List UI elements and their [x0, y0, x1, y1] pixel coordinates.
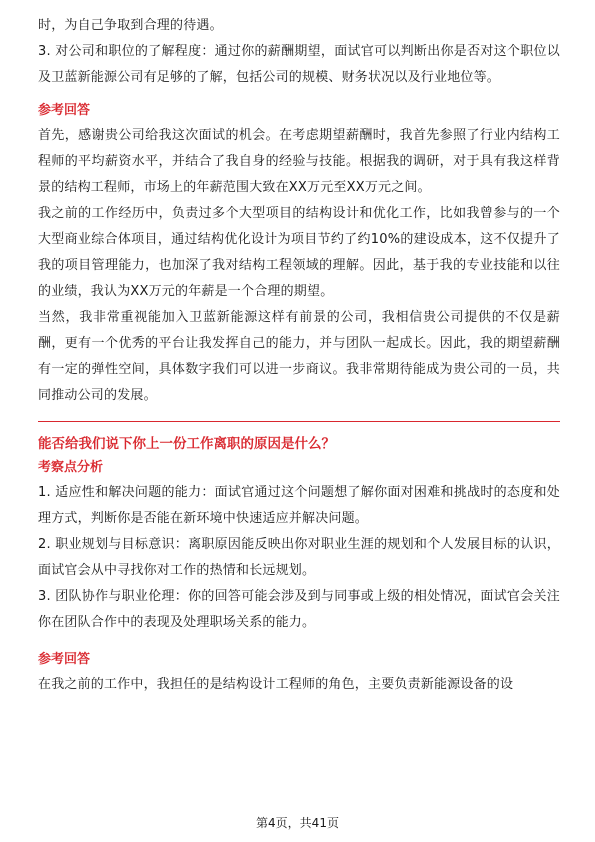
- document-page: [38, 13, 560, 698]
- answer-paragraph-3: 当然，我非常重视能加入卫蓝新能源这样有前景的公司，我相信贵公司提供的不仅是薪酬，更有一个优秀的平台让我发挥自己的能力，并与团队一起成长。因此，我的期望薪酬有一定的弹性空间，具体数字我们可以进一步商议。我非常期待能成为贵公司的一员，共同推动公司的发展。: [38, 310, 560, 403]
- answer-heading-2: 参考回答: [38, 652, 91, 667]
- analysis-point-2: 2. 职业规划与目标意识：离职原因能反映出你对职业生涯的规划和个人发展目标的认识，面试官会从中寻找你对工作的热情和长远规划。: [38, 537, 560, 578]
- analysis-point-3: 3. 团队协作与职业伦理：你的回答可能会涉及到与同事或上级的相处情况，面试官会关注你在团队合作中的表现及处理职场关系的能力。: [38, 589, 560, 630]
- continuation-text: 时，为自己争取到合理的待遇。: [38, 18, 223, 33]
- analysis-point-1: 1. 适应性和解决问题的能力：面试官通过这个问题想了解你面对困难和挑战时的态度和处理方式，判断你是否能在新环境中快速适应并解决问题。: [38, 485, 560, 526]
- page-number: 第4页，共41页: [256, 816, 339, 830]
- answer-paragraph-2: 我之前的工作经历中，负责过多个大型项目的结构设计和优化工作，比如我曾参与的一个大型商业综合体项目，通过结构优化设计为项目节约了约10%的建设成本，这不仅提升了我的项目管理能力，也加深了我对结构工程领域的理解。因此，基于我的专业技能和以往的业绩，我认为XX万元的年薪是一个合理的期望。: [38, 206, 560, 299]
- answer-heading: 参考回答: [38, 103, 91, 118]
- section-divider: [38, 421, 560, 422]
- answer-start: 在我之前的工作中，我担任的是结构设计工程师的角色，主要负责新能源设备的设: [38, 677, 514, 692]
- analysis-heading: 考察点分析: [38, 460, 104, 475]
- point-3: 3. 对公司和职位的了解程度：通过你的薪酬期望，面试官可以判断出你是否对这个职位以及卫蓝新能源公司有足够的了解，包括公司的规模、财务状况以及行业地位等。: [38, 44, 560, 85]
- question-heading: 能否给我们说下你上一份工作离职的原因是什么？: [38, 436, 335, 452]
- answer-paragraph-1: 首先，感谢贵公司给我这次面试的机会。在考虑期望薪酬时，我首先参照了行业内结构工程师的平均薪资水平，并结合了我自身的经验与技能。根据我的调研，对于具有我这样背景的结构工程师，市场上的年薪范围大致在XX万元至XX万元之间。: [38, 128, 560, 195]
